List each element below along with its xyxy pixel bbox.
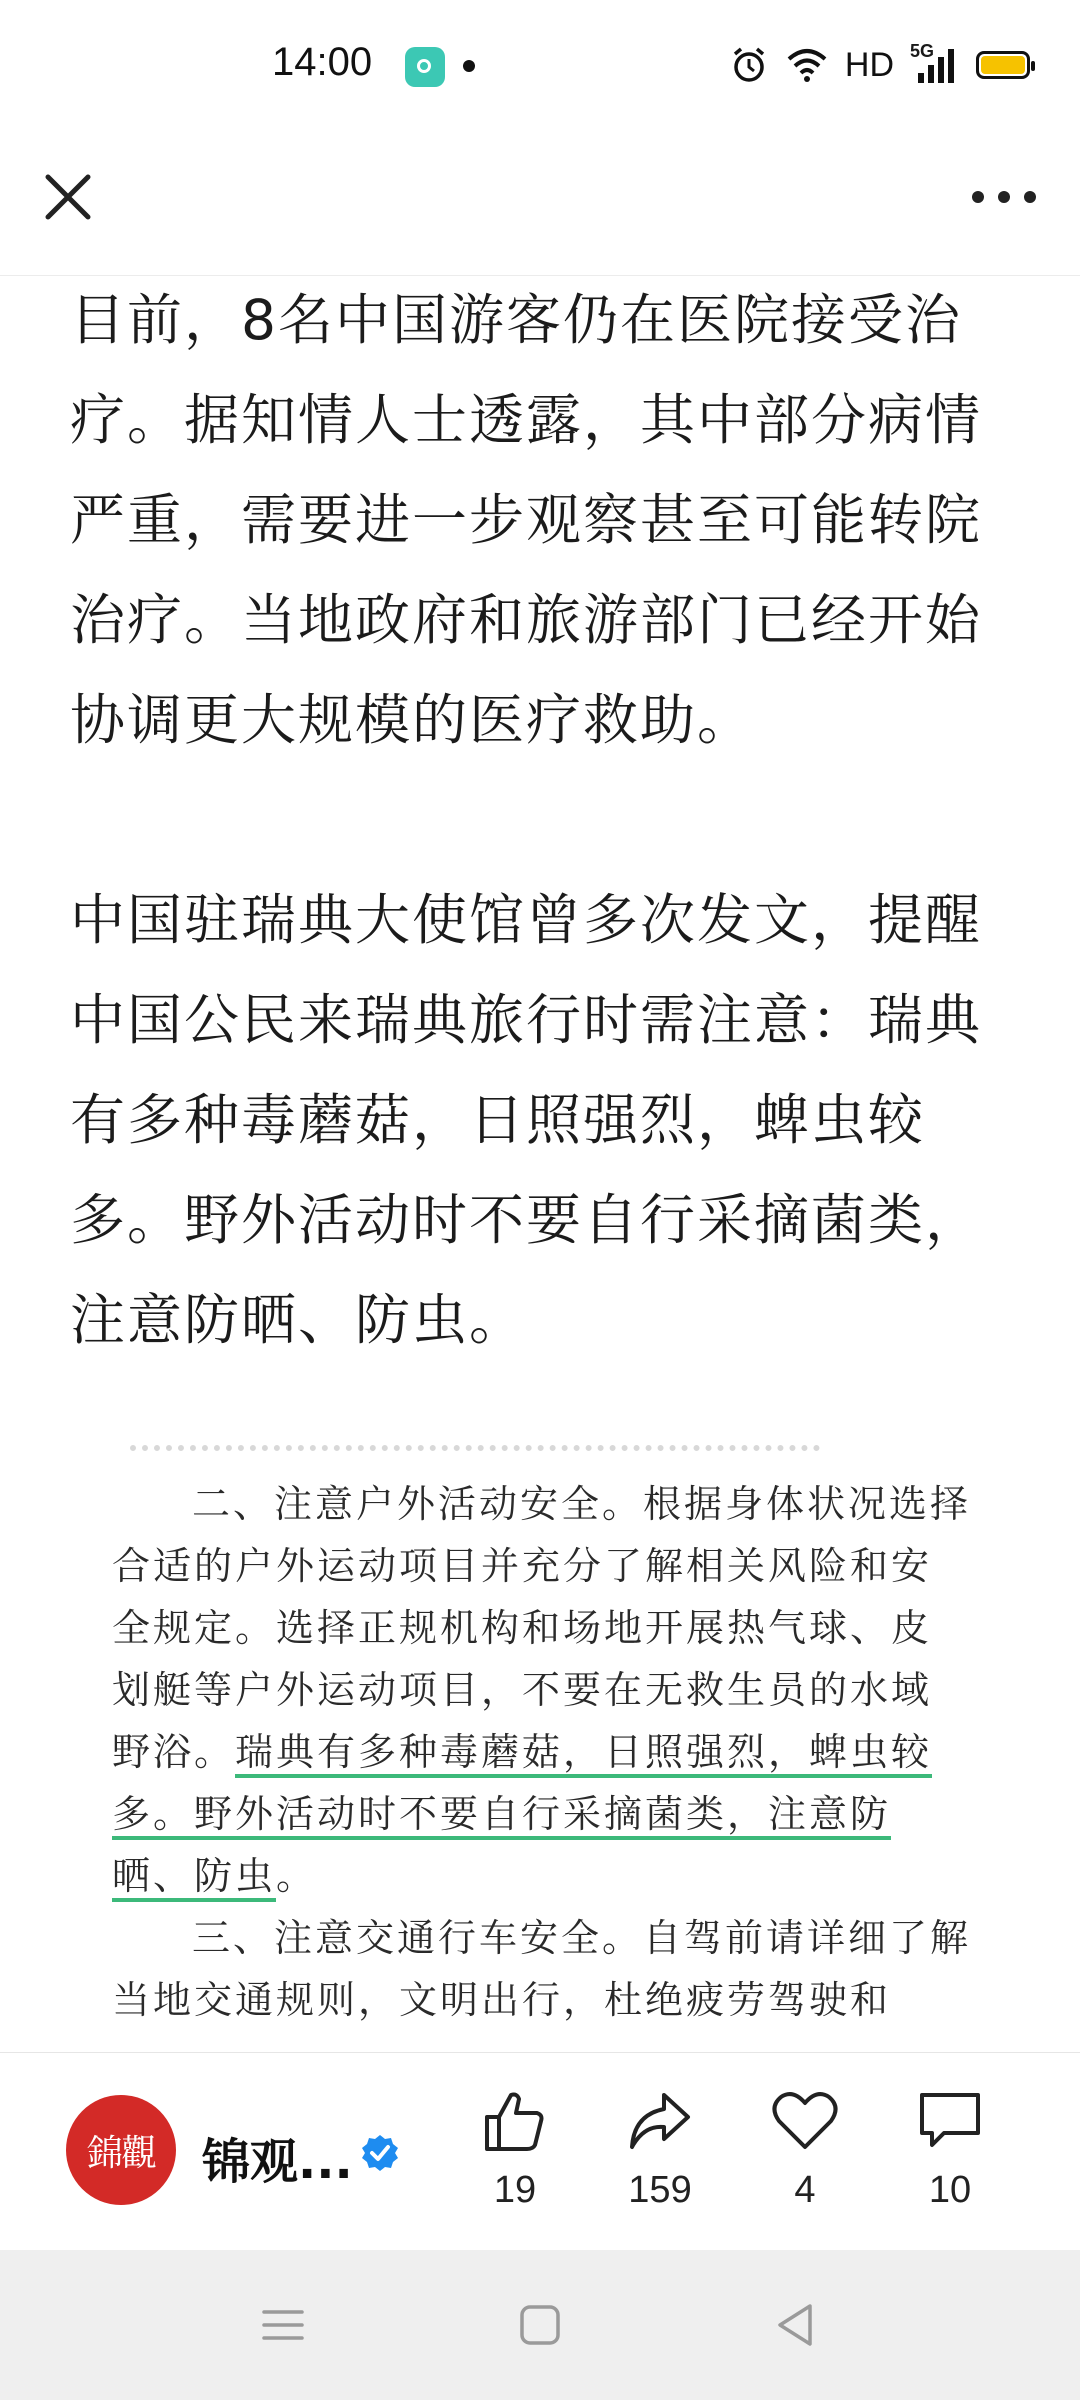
author-name[interactable]: 锦观... [202,2134,353,2190]
home-icon[interactable] [515,2300,565,2350]
close-icon[interactable] [36,165,100,229]
wifi-icon [785,45,829,85]
embedded-document-image [70,1445,1010,2050]
like-button[interactable] [455,2087,575,2212]
cropped-text-line [130,1445,820,1471]
more-options-icon[interactable] [964,165,1044,229]
like-count: 19 [493,2169,537,2211]
back-icon[interactable] [770,2300,820,2350]
alarm-icon [729,45,769,85]
heart-icon [771,2087,839,2155]
article-body [70,270,1010,1370]
article-paragraph: 中国驻瑞典大使馆曾多次发文，提醒中国公民来瑞典旅行时需注意：瑞典有多种毒蘑菇，日照强烈，蜱虫较多。野外活动时不要自行采摘菌类，注意防晒、防虫。 [70,888,983,1352]
thumbs-up-icon [481,2087,549,2155]
signal-icon [910,41,960,85]
app-notification-icon [405,47,445,87]
share-count: 159 [628,2169,692,2211]
action-bar [0,2052,1080,2251]
author-avatar[interactable]: 錦觀 [66,2095,176,2205]
network-type-label: HD [844,45,894,84]
menu-icon[interactable] [258,2300,308,2350]
share-icon [626,2087,694,2155]
status-bar [0,0,1080,135]
top-bar [0,135,1080,276]
favorite-count: 4 [794,2169,816,2211]
battery-icon [976,51,1030,79]
system-navigation-bar [0,2250,1080,2400]
doc-text: 二、注意户外活动安全。根据身体状况选择合适的户外运动项目并充分了解相关风险和安全规定。选择正规机构和场地开展热气球、皮划艇等户外运动项目，不要在无救生员的水域野浴。 [112,1482,972,1774]
favorite-button[interactable] [745,2087,865,2212]
verified-badge-icon [360,2133,400,2173]
doc-paragraph [112,1473,972,1907]
notification-dot [463,60,475,72]
share-button[interactable] [600,2087,720,2212]
comment-count: 10 [928,2169,972,2211]
comment-icon [916,2087,984,2155]
signal-label: 5G [910,41,935,61]
article-paragraph: 目前，8名中国游客仍在医院接受治疗。据知情人士透露，其中部分病情严重，需要进一步观察甚至可能转院治疗。当地政府和旅游部门已经开始协调更大规模的医疗救助。 [70,288,983,752]
doc-underlined-text: 瑞典有多种毒蘑菇，日照强烈，蜱虫较多。野外活动时不要自行采摘菌类，注意防晒、防虫 [112,1730,932,1902]
status-icons [729,40,1030,90]
comment-button[interactable] [890,2087,1010,2212]
doc-text: 。 [276,1854,318,1898]
doc-paragraph: 三、注意交通行车安全。自驾前请详细了解当地交通规则，文明出行，杜绝疲劳驾驶和 [112,1916,972,2022]
status-time: 14:00 [272,40,373,84]
